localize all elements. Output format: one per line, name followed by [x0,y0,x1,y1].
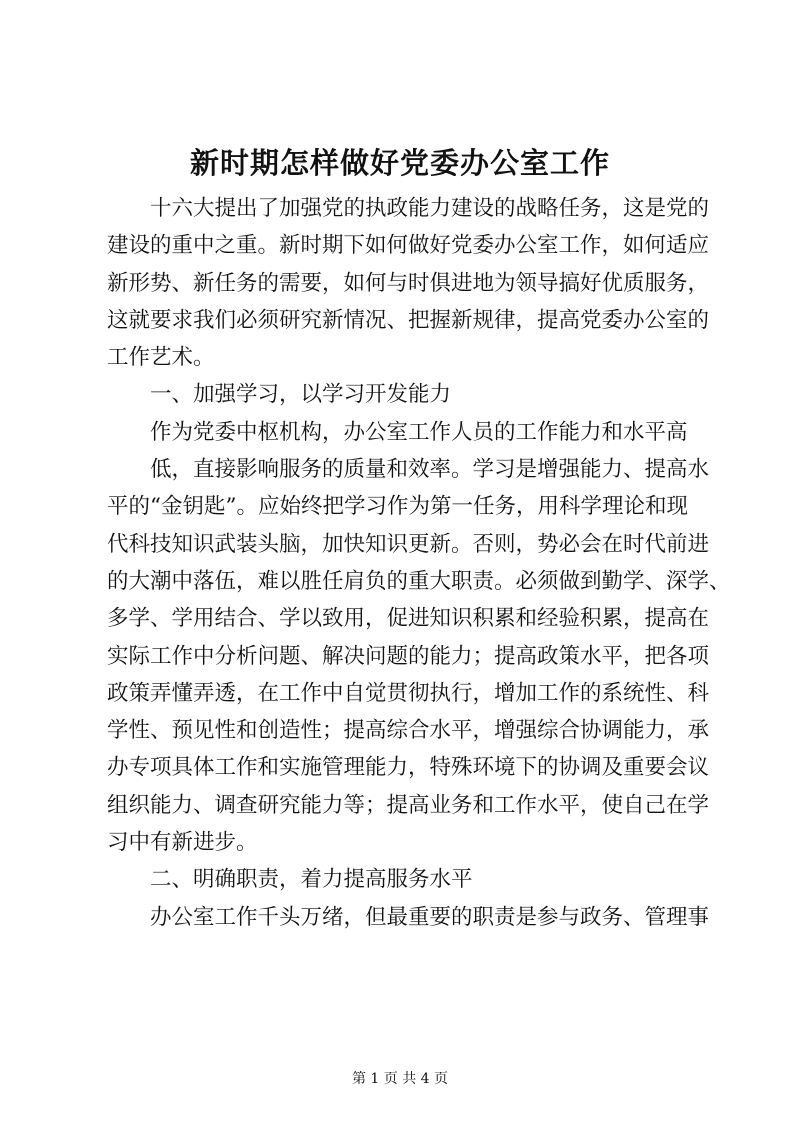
body-line: 实际工作中分析问题、解决问题的能力；提高政策水平，把各项 [107,643,710,669]
body-line: 办公室工作千头万绪，但最重要的职责是参与政务、管理事 [107,904,710,930]
body-line: 政策弄懂弄透，在工作中自觉贯彻执行，增加工作的系统性、科 [107,680,710,706]
body-line: 工作艺术。 [107,345,215,371]
body-line: 新形势、新任务的需要，如何与时俱进地为领导搞好优质服务， [107,270,710,296]
body-line: 作为党委中枢机构，办公室工作人员的工作能力和水平高 [107,419,688,445]
body-line: 建设的重中之重。新时期下如何做好党委办公室工作，如何适应 [107,233,710,259]
body-line: 平的“金钥匙”。应始终把学习作为第一任务，用科学理论和现 [107,494,688,520]
page-footer: 第 1 页 共 4 页 [351,1071,449,1087]
body-line: 组织能力、调查研究能力等；提高业务和工作水平，使自己在学 [107,792,710,818]
section-heading-2: 二、明确职责，着力提高服务水平 [107,867,473,893]
body-line: 习中有新进步。 [107,830,258,856]
body-line: 学性、预见性和创造性；提高综合水平，增强综合协调能力，承 [107,718,710,744]
section-heading-1: 一、加强学习，以学习开发能力 [107,382,452,408]
body-line: 办专项具体工作和实施管理能力，特殊环境下的协调及重要会议 [107,755,710,781]
body-line: 的大潮中落伍，难以胜任肩负的重大职责。必须做到勤学、深学、 [107,568,731,594]
body-line: 这就要求我们必须研究新情况、把握新规律，提高党委办公室的 [107,307,710,333]
body-line: 代科技知识武装头脑，加快知识更新。否则，势必会在时代前进 [107,531,710,557]
body-line: 多学、学用结合、学以致用，促进知识积累和经验积累，提高在 [107,606,710,632]
document-body [107,190,731,936]
body-line: 十六大提出了加强党的执政能力建设的战略任务，这是党的 [107,196,710,221]
document-title: 新时期怎样做好党委办公室工作 [189,146,610,180]
body-line: 低，直接影响服务的质量和效率。学习是增强能力、提高水 [107,457,710,483]
